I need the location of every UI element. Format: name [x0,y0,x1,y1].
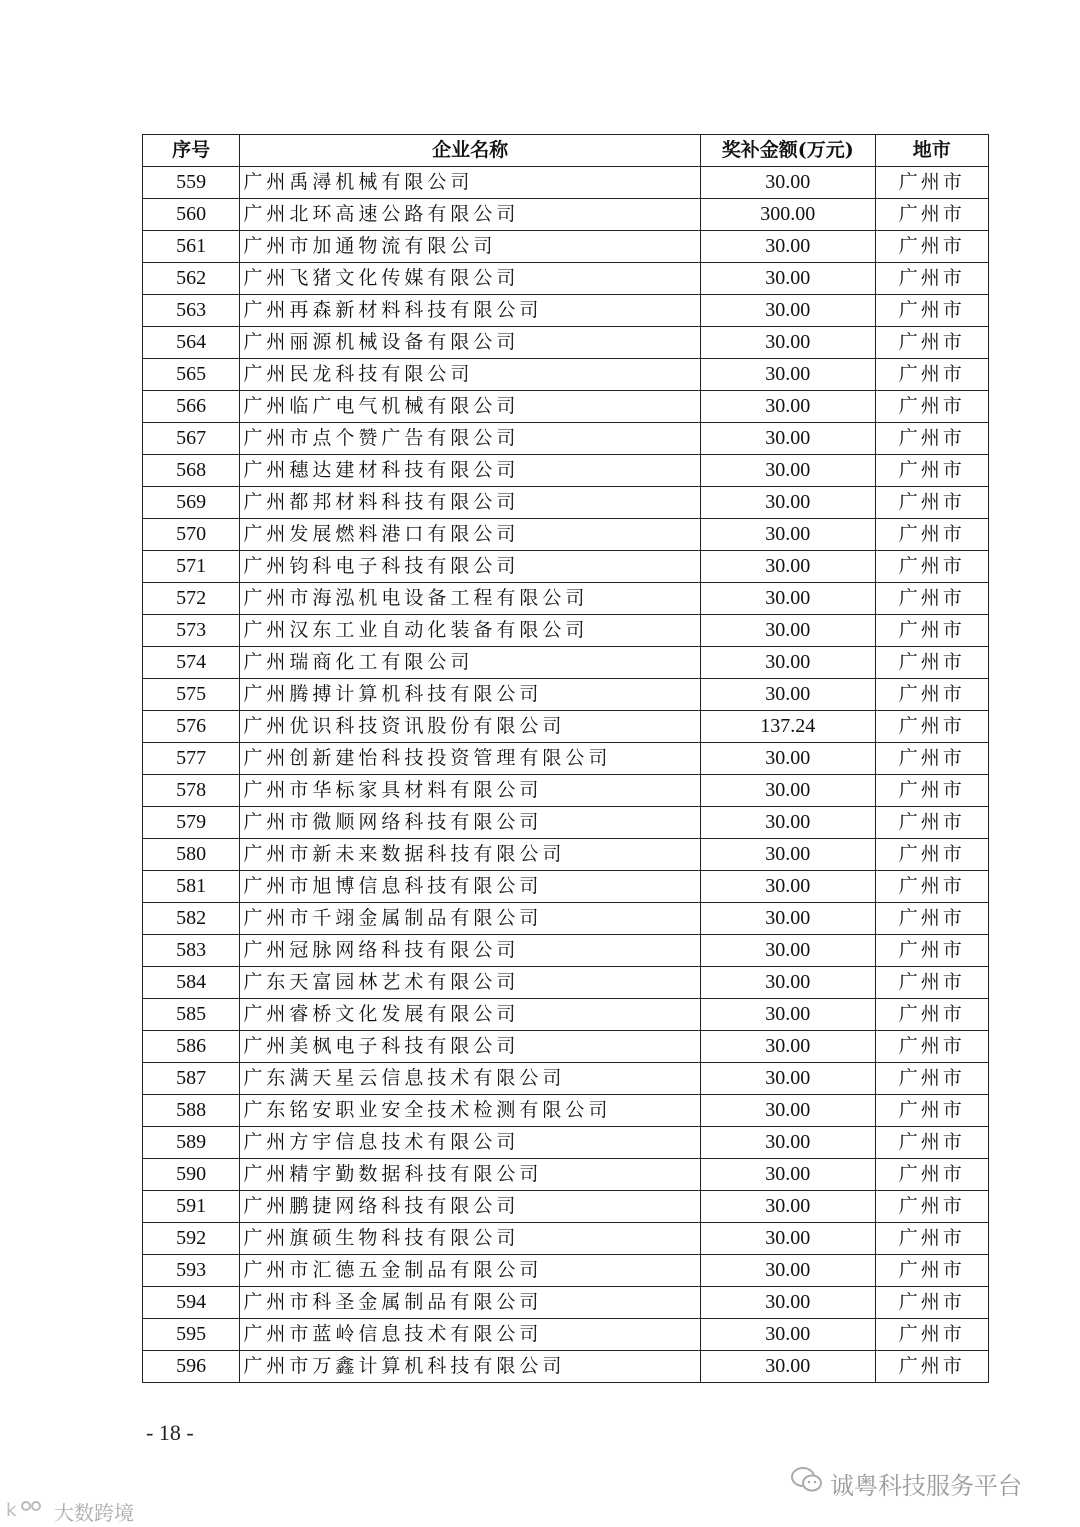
award-amount: 30.00 [700,871,875,903]
table-row [143,1223,989,1255]
row-number: 566 [143,391,240,423]
table-row [143,167,989,199]
watermark-right-text: 诚粤科技服务平台 [830,1471,1022,1500]
table-row [143,199,989,231]
award-amount: 30.00 [700,839,875,871]
award-amount: 30.00 [700,775,875,807]
award-amount: 137.24 [700,711,875,743]
city: 广州市 [875,967,988,999]
company-name: 广州市微顺网络科技有限公司 [240,807,701,839]
header-name: 企业名称 [240,135,701,167]
row-number: 596 [143,1351,240,1383]
table-row [143,1351,989,1383]
city: 广州市 [875,1223,988,1255]
row-number: 591 [143,1191,240,1223]
company-name: 广州方宇信息技术有限公司 [240,1127,701,1159]
city: 广州市 [875,807,988,839]
row-number: 579 [143,807,240,839]
city: 广州市 [875,1127,988,1159]
city: 广州市 [875,839,988,871]
city: 广州市 [875,455,988,487]
row-number: 590 [143,1159,240,1191]
city: 广州市 [875,871,988,903]
svg-text:k: k [6,1500,17,1520]
city: 广州市 [875,327,988,359]
city: 广州市 [875,1319,988,1351]
header-no: 序号 [143,135,240,167]
city: 广州市 [875,615,988,647]
city: 广州市 [875,679,988,711]
table-row [143,1031,989,1063]
header-city: 地市 [875,135,988,167]
city: 广州市 [875,295,988,327]
company-name: 广州民龙科技有限公司 [240,359,701,391]
row-number: 576 [143,711,240,743]
award-amount: 30.00 [700,1223,875,1255]
table-row [143,391,989,423]
table-row [143,1095,989,1127]
company-name: 广州睿桥文化发展有限公司 [240,999,701,1031]
row-number: 584 [143,967,240,999]
row-number: 568 [143,455,240,487]
city: 广州市 [875,423,988,455]
table-row [143,775,989,807]
award-amount: 30.00 [700,583,875,615]
company-name: 广州市万鑫计算机科技有限公司 [240,1351,701,1383]
award-amount: 30.00 [700,423,875,455]
row-number: 559 [143,167,240,199]
row-number: 580 [143,839,240,871]
page-number: - 18 - [146,1420,194,1445]
table-header-row [143,135,989,167]
company-name: 广州再森新材料科技有限公司 [240,295,701,327]
company-name: 广东铭安职业安全技术检测有限公司 [240,1095,701,1127]
row-number: 583 [143,935,240,967]
award-amount: 30.00 [700,295,875,327]
company-name: 广州瑞商化工有限公司 [240,647,701,679]
watermark-left-text: 大数跨境 [54,1501,134,1525]
company-name: 广州北环高速公路有限公司 [240,199,701,231]
company-name: 广州穗达建材科技有限公司 [240,455,701,487]
company-name: 广州市加通物流有限公司 [240,231,701,263]
row-number: 561 [143,231,240,263]
award-amount: 30.00 [700,679,875,711]
row-number: 572 [143,583,240,615]
table-row [143,807,989,839]
row-number: 563 [143,295,240,327]
company-name: 广州市华标家具材料有限公司 [240,775,701,807]
award-amount: 30.00 [700,1319,875,1351]
award-amount: 30.00 [700,999,875,1031]
award-amount: 30.00 [700,1191,875,1223]
city: 广州市 [875,263,988,295]
table-row [143,1159,989,1191]
row-number: 595 [143,1319,240,1351]
watermark-wechat [790,1465,1022,1501]
award-amount: 30.00 [700,1095,875,1127]
row-number: 575 [143,679,240,711]
table-row [143,519,989,551]
table-row [143,967,989,999]
city: 广州市 [875,711,988,743]
city: 广州市 [875,1287,988,1319]
award-amount: 30.00 [700,519,875,551]
table-row [143,1319,989,1351]
award-amount: 30.00 [700,231,875,263]
award-amount: 30.00 [700,391,875,423]
company-name: 广州精宇勤数据科技有限公司 [240,1159,701,1191]
row-number: 578 [143,775,240,807]
company-name: 广州市旭博信息科技有限公司 [240,871,701,903]
company-name: 广州汉东工业自动化装备有限公司 [240,615,701,647]
row-number: 594 [143,1287,240,1319]
row-number: 586 [143,1031,240,1063]
company-name: 广州美枫电子科技有限公司 [240,1031,701,1063]
city: 广州市 [875,647,988,679]
company-name: 广州都邦材料科技有限公司 [240,487,701,519]
award-amount: 30.00 [700,359,875,391]
city: 广州市 [875,935,988,967]
company-name: 广州市蓝岭信息技术有限公司 [240,1319,701,1351]
city: 广州市 [875,1351,988,1383]
city: 广州市 [875,487,988,519]
city: 广州市 [875,1159,988,1191]
city: 广州市 [875,391,988,423]
company-name: 广东满天星云信息技术有限公司 [240,1063,701,1095]
row-number: 564 [143,327,240,359]
city: 广州市 [875,1063,988,1095]
table-row [143,903,989,935]
row-number: 585 [143,999,240,1031]
company-name: 广州市海泓机电设备工程有限公司 [240,583,701,615]
table-row [143,487,989,519]
company-name: 广州腾搏计算机科技有限公司 [240,679,701,711]
company-name: 广州优识科技资讯股份有限公司 [240,711,701,743]
company-name: 广州禹潯机械有限公司 [240,167,701,199]
award-amount: 30.00 [700,1351,875,1383]
city: 广州市 [875,1031,988,1063]
award-amount: 30.00 [700,807,875,839]
table-body [143,167,989,1383]
row-number: 588 [143,1095,240,1127]
city: 广州市 [875,199,988,231]
city: 广州市 [875,551,988,583]
table-row [143,423,989,455]
company-name: 广东天富园林艺术有限公司 [240,967,701,999]
table-row [143,871,989,903]
award-amount: 30.00 [700,551,875,583]
row-number: 592 [143,1223,240,1255]
award-amount: 30.00 [700,1255,875,1287]
company-name: 广州旗硕生物科技有限公司 [240,1223,701,1255]
table-row [143,583,989,615]
city: 广州市 [875,775,988,807]
row-number: 577 [143,743,240,775]
row-number: 574 [143,647,240,679]
award-amount: 30.00 [700,1127,875,1159]
table-row [143,359,989,391]
table-row [143,1063,989,1095]
company-name: 广州发展燃料港口有限公司 [240,519,701,551]
table-row [143,711,989,743]
award-amount: 30.00 [700,1287,875,1319]
row-number: 582 [143,903,240,935]
row-number: 573 [143,615,240,647]
row-number: 565 [143,359,240,391]
table-row [143,999,989,1031]
company-name: 广州丽源机械设备有限公司 [240,327,701,359]
award-amount: 30.00 [700,967,875,999]
company-name: 广州冠脉网络科技有限公司 [240,935,701,967]
award-amount: 300.00 [700,199,875,231]
company-name: 广州市千翊金属制品有限公司 [240,903,701,935]
award-amount: 30.00 [700,647,875,679]
row-number: 571 [143,551,240,583]
watermark-brand [6,1497,134,1526]
row-number: 569 [143,487,240,519]
company-name: 广州市点个赞广告有限公司 [240,423,701,455]
row-number: 562 [143,263,240,295]
award-amount: 30.00 [700,1159,875,1191]
city: 广州市 [875,743,988,775]
table-row [143,839,989,871]
city: 广州市 [875,167,988,199]
row-number: 567 [143,423,240,455]
company-name: 广州钧科电子科技有限公司 [240,551,701,583]
award-amount: 30.00 [700,1031,875,1063]
city: 广州市 [875,359,988,391]
award-table [142,134,989,1383]
city: 广州市 [875,903,988,935]
city: 广州市 [875,231,988,263]
table-row [143,647,989,679]
city: 广州市 [875,583,988,615]
brand-logo-icon [6,1498,50,1525]
award-amount: 30.00 [700,1063,875,1095]
table-row [143,615,989,647]
company-name: 广州创新建怡科技投资管理有限公司 [240,743,701,775]
row-number: 570 [143,519,240,551]
city: 广州市 [875,1255,988,1287]
award-amount: 30.00 [700,327,875,359]
table-row [143,935,989,967]
award-amount: 30.00 [700,935,875,967]
table-row [143,1127,989,1159]
table-row [143,1287,989,1319]
table-row [143,263,989,295]
city: 广州市 [875,1095,988,1127]
award-amount: 30.00 [700,743,875,775]
table-row [143,743,989,775]
table-row [143,679,989,711]
row-number: 589 [143,1127,240,1159]
award-amount: 30.00 [700,615,875,647]
row-number: 560 [143,199,240,231]
city: 广州市 [875,1191,988,1223]
company-name: 广州市新未来数据科技有限公司 [240,839,701,871]
company-name: 广州飞猪文化传媒有限公司 [240,263,701,295]
wechat-icon [790,1465,824,1501]
row-number: 587 [143,1063,240,1095]
table-row [143,1255,989,1287]
city: 广州市 [875,999,988,1031]
table-row [143,455,989,487]
city: 广州市 [875,519,988,551]
table-row [143,231,989,263]
header-amount: 奖补金额(万元) [700,135,875,167]
row-number: 593 [143,1255,240,1287]
company-name: 广州鹏捷网络科技有限公司 [240,1191,701,1223]
company-name: 广州市汇德五金制品有限公司 [240,1255,701,1287]
company-name: 广州临广电气机械有限公司 [240,391,701,423]
row-number: 581 [143,871,240,903]
company-name: 广州市科圣金属制品有限公司 [240,1287,701,1319]
award-amount: 30.00 [700,455,875,487]
table-row [143,327,989,359]
award-amount: 30.00 [700,167,875,199]
table-row [143,551,989,583]
table-row [143,295,989,327]
table-row [143,1191,989,1223]
award-amount: 30.00 [700,487,875,519]
award-amount: 30.00 [700,903,875,935]
award-amount: 30.00 [700,263,875,295]
